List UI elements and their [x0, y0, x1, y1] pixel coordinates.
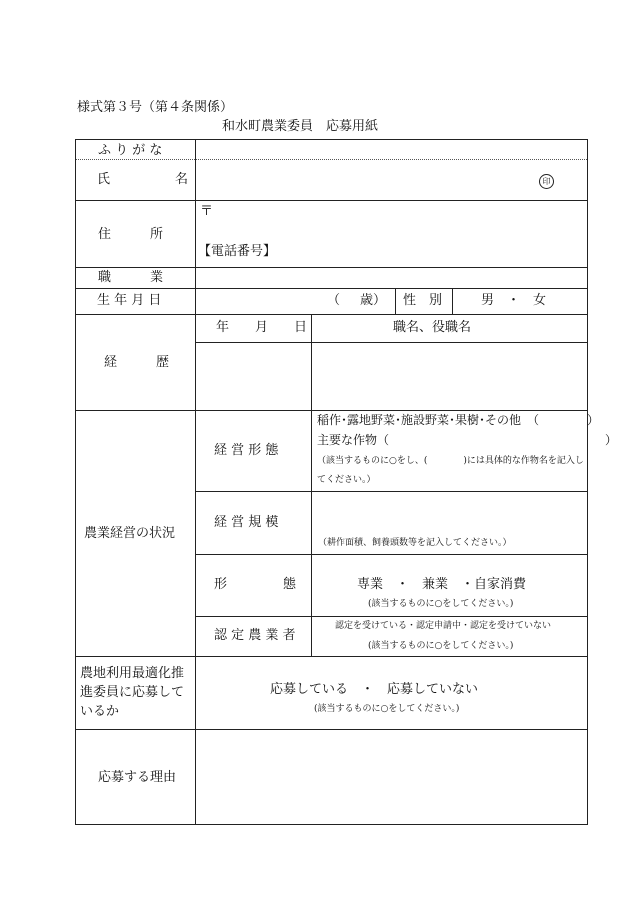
reason-label: 応募する理由 [98, 770, 177, 785]
sex-label: 性 別 [403, 293, 443, 308]
phone-label: 【電話番号】 [198, 244, 277, 259]
postal-mark: 〒 [200, 204, 214, 219]
occupation-label: 職 業 [98, 270, 164, 285]
farm-type-note-1: （該当するものに○をし、( )には具体的な作物名を記入し [317, 456, 584, 466]
seal-mark: 印 [539, 174, 554, 189]
address-label: 住 所 [98, 227, 164, 242]
farm-scale-note: （耕作面積、飼養頭数等を記入してください。） [318, 538, 512, 548]
farm-form-label-a: 形 [214, 577, 228, 592]
promo-options: 応募している ・ 応募していない [270, 682, 479, 697]
age-unit: 歳） [360, 293, 387, 308]
farm-form-note: (該当するものに○をしてください。) [368, 599, 514, 609]
promo-label-line-2: 進委員に応募して [80, 685, 185, 700]
form-number: 様式第３号（第４条関係） [77, 100, 234, 115]
promo-label-line-3: いるか [80, 704, 120, 719]
birthdate-label: 生 年 月 日 [97, 293, 162, 308]
farm-status-label: 農業経営の状況 [84, 526, 176, 541]
career-label: 経 歴 [104, 355, 170, 370]
certified-farmer-note: (該当するものに○をしてください。) [368, 641, 514, 651]
career-date-header: 年 月 日 [216, 320, 308, 335]
certified-farmer-label: 認 定 農 業 者 [214, 628, 296, 643]
farm-type-options: 稲作･露地野菜･施設野菜･果樹･その他 （ ） [317, 413, 600, 427]
age-open-paren: （ [327, 293, 341, 308]
promo-note: (該当するものに○をしてください。) [314, 704, 460, 714]
promo-label-line-1: 農地利用最適化推 [80, 666, 185, 681]
sex-options: 男 ・ 女 [481, 293, 547, 308]
farm-form-options: 専業 ・ 兼業 ・自家消費 [357, 577, 527, 592]
farm-form-label-b: 態 [283, 577, 297, 592]
form-title: 和水町農業委員 応募用紙 [222, 119, 379, 134]
farm-type-note-2: てください。） [317, 475, 376, 485]
farm-scale-label: 経 営 規 模 [214, 515, 279, 530]
furigana-label: ふ り が な [98, 143, 163, 158]
career-title-header: 職名、役職名 [393, 320, 472, 335]
name-label: 氏 名 [97, 172, 189, 187]
certified-farmer-options: 認定を受けている・認定申請中・認定を受けていない [335, 621, 552, 631]
farm-type-label: 経 営 形 態 [214, 443, 279, 458]
farm-main-crop: 主要な作物（ ） [317, 433, 618, 447]
